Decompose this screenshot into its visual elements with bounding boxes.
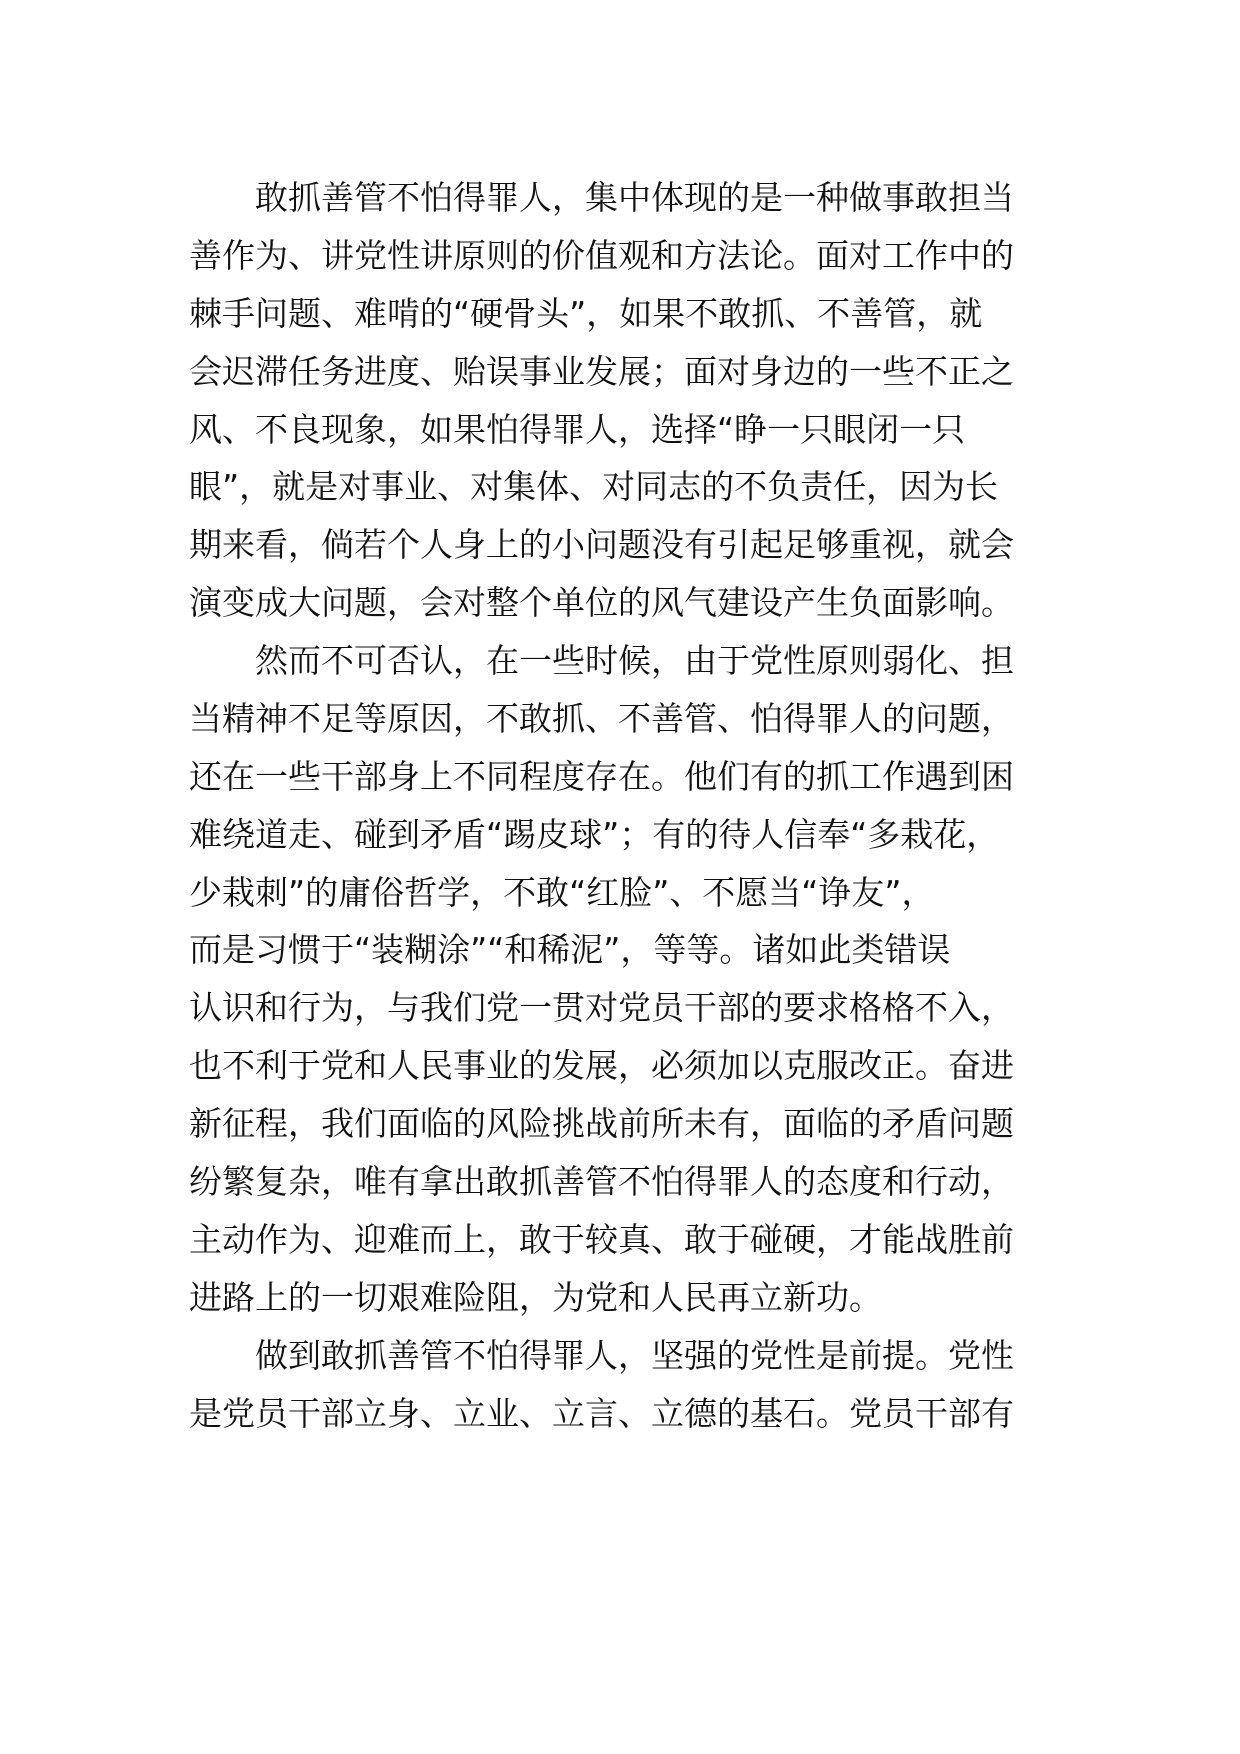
text-line: 演变成大问题，会对整个单位的风气建设产生负面影响。	[189, 583, 1014, 622]
text-line: 少栽刺”的庸俗哲学，不敢“红脸”、不愿当“诤友”，	[189, 873, 935, 912]
text-line: 进路上的一切艰难险阻，为党和人民再立新功。	[189, 1278, 882, 1317]
text-line: 难绕道走、碰到矛盾“踢皮球”；有的待人信奉“多栽花，	[189, 815, 1000, 854]
text-line: 善作为、讲党性讲原则的价值观和方法论。面对工作中的	[189, 236, 1014, 275]
text-line: 做到敢抓善管不怕得罪人，坚强的党性是前提。党性	[255, 1336, 1014, 1375]
text-line: 当精神不足等原因，不敢抓、不善管、怕得罪人的问题，	[189, 699, 1014, 738]
text-line: 会迟滞任务进度、贻误事业发展；面对身边的一些不正之	[189, 352, 1014, 391]
text-line: 期来看，倘若个人身上的小问题没有引起足够重视，就会	[189, 525, 1014, 564]
text-line: 是党员干部立身、立业、立言、立德的基石。党员干部有	[189, 1394, 1014, 1433]
text-line: 眼”，就是对事业、对集体、对同志的不负责任，因为长	[189, 467, 999, 506]
text-line: 纷繁复杂，唯有拿出敢抓善管不怕得罪人的态度和行动，	[189, 1162, 1014, 1201]
text-line: 主动作为、迎难而上，敢于较真、敢于碰硬，才能战胜前	[189, 1220, 1014, 1259]
text-line: 棘手问题、难啃的“硬骨头”，如果不敢抓、不善管，就	[189, 294, 983, 333]
text-line: 新征程，我们面临的风险挑战前所未有，面临的矛盾问题	[189, 1104, 1014, 1143]
text-line: 认识和行为，与我们党一贯对党员干部的要求格格不入，	[189, 988, 1014, 1027]
text-line: 而是习惯于“装糊涂”“和稀泥”，等等。诸如此类错误	[189, 930, 951, 969]
text-line: 也不利于党和人民事业的发展，必须加以克服改正。奋进	[189, 1046, 1014, 1085]
text-line: 风、不良现象，如果怕得罪人，选择“睁一只眼闭一只	[189, 410, 966, 449]
text-line: 然而不可否认，在一些时候，由于党性原则弱化、担	[255, 641, 1014, 680]
text-line: 敢抓善管不怕得罪人，集中体现的是一种做事敢担当	[255, 178, 1014, 217]
text-line: 还在一些干部身上不同程度存在。他们有的抓工作遇到困	[189, 757, 1014, 796]
